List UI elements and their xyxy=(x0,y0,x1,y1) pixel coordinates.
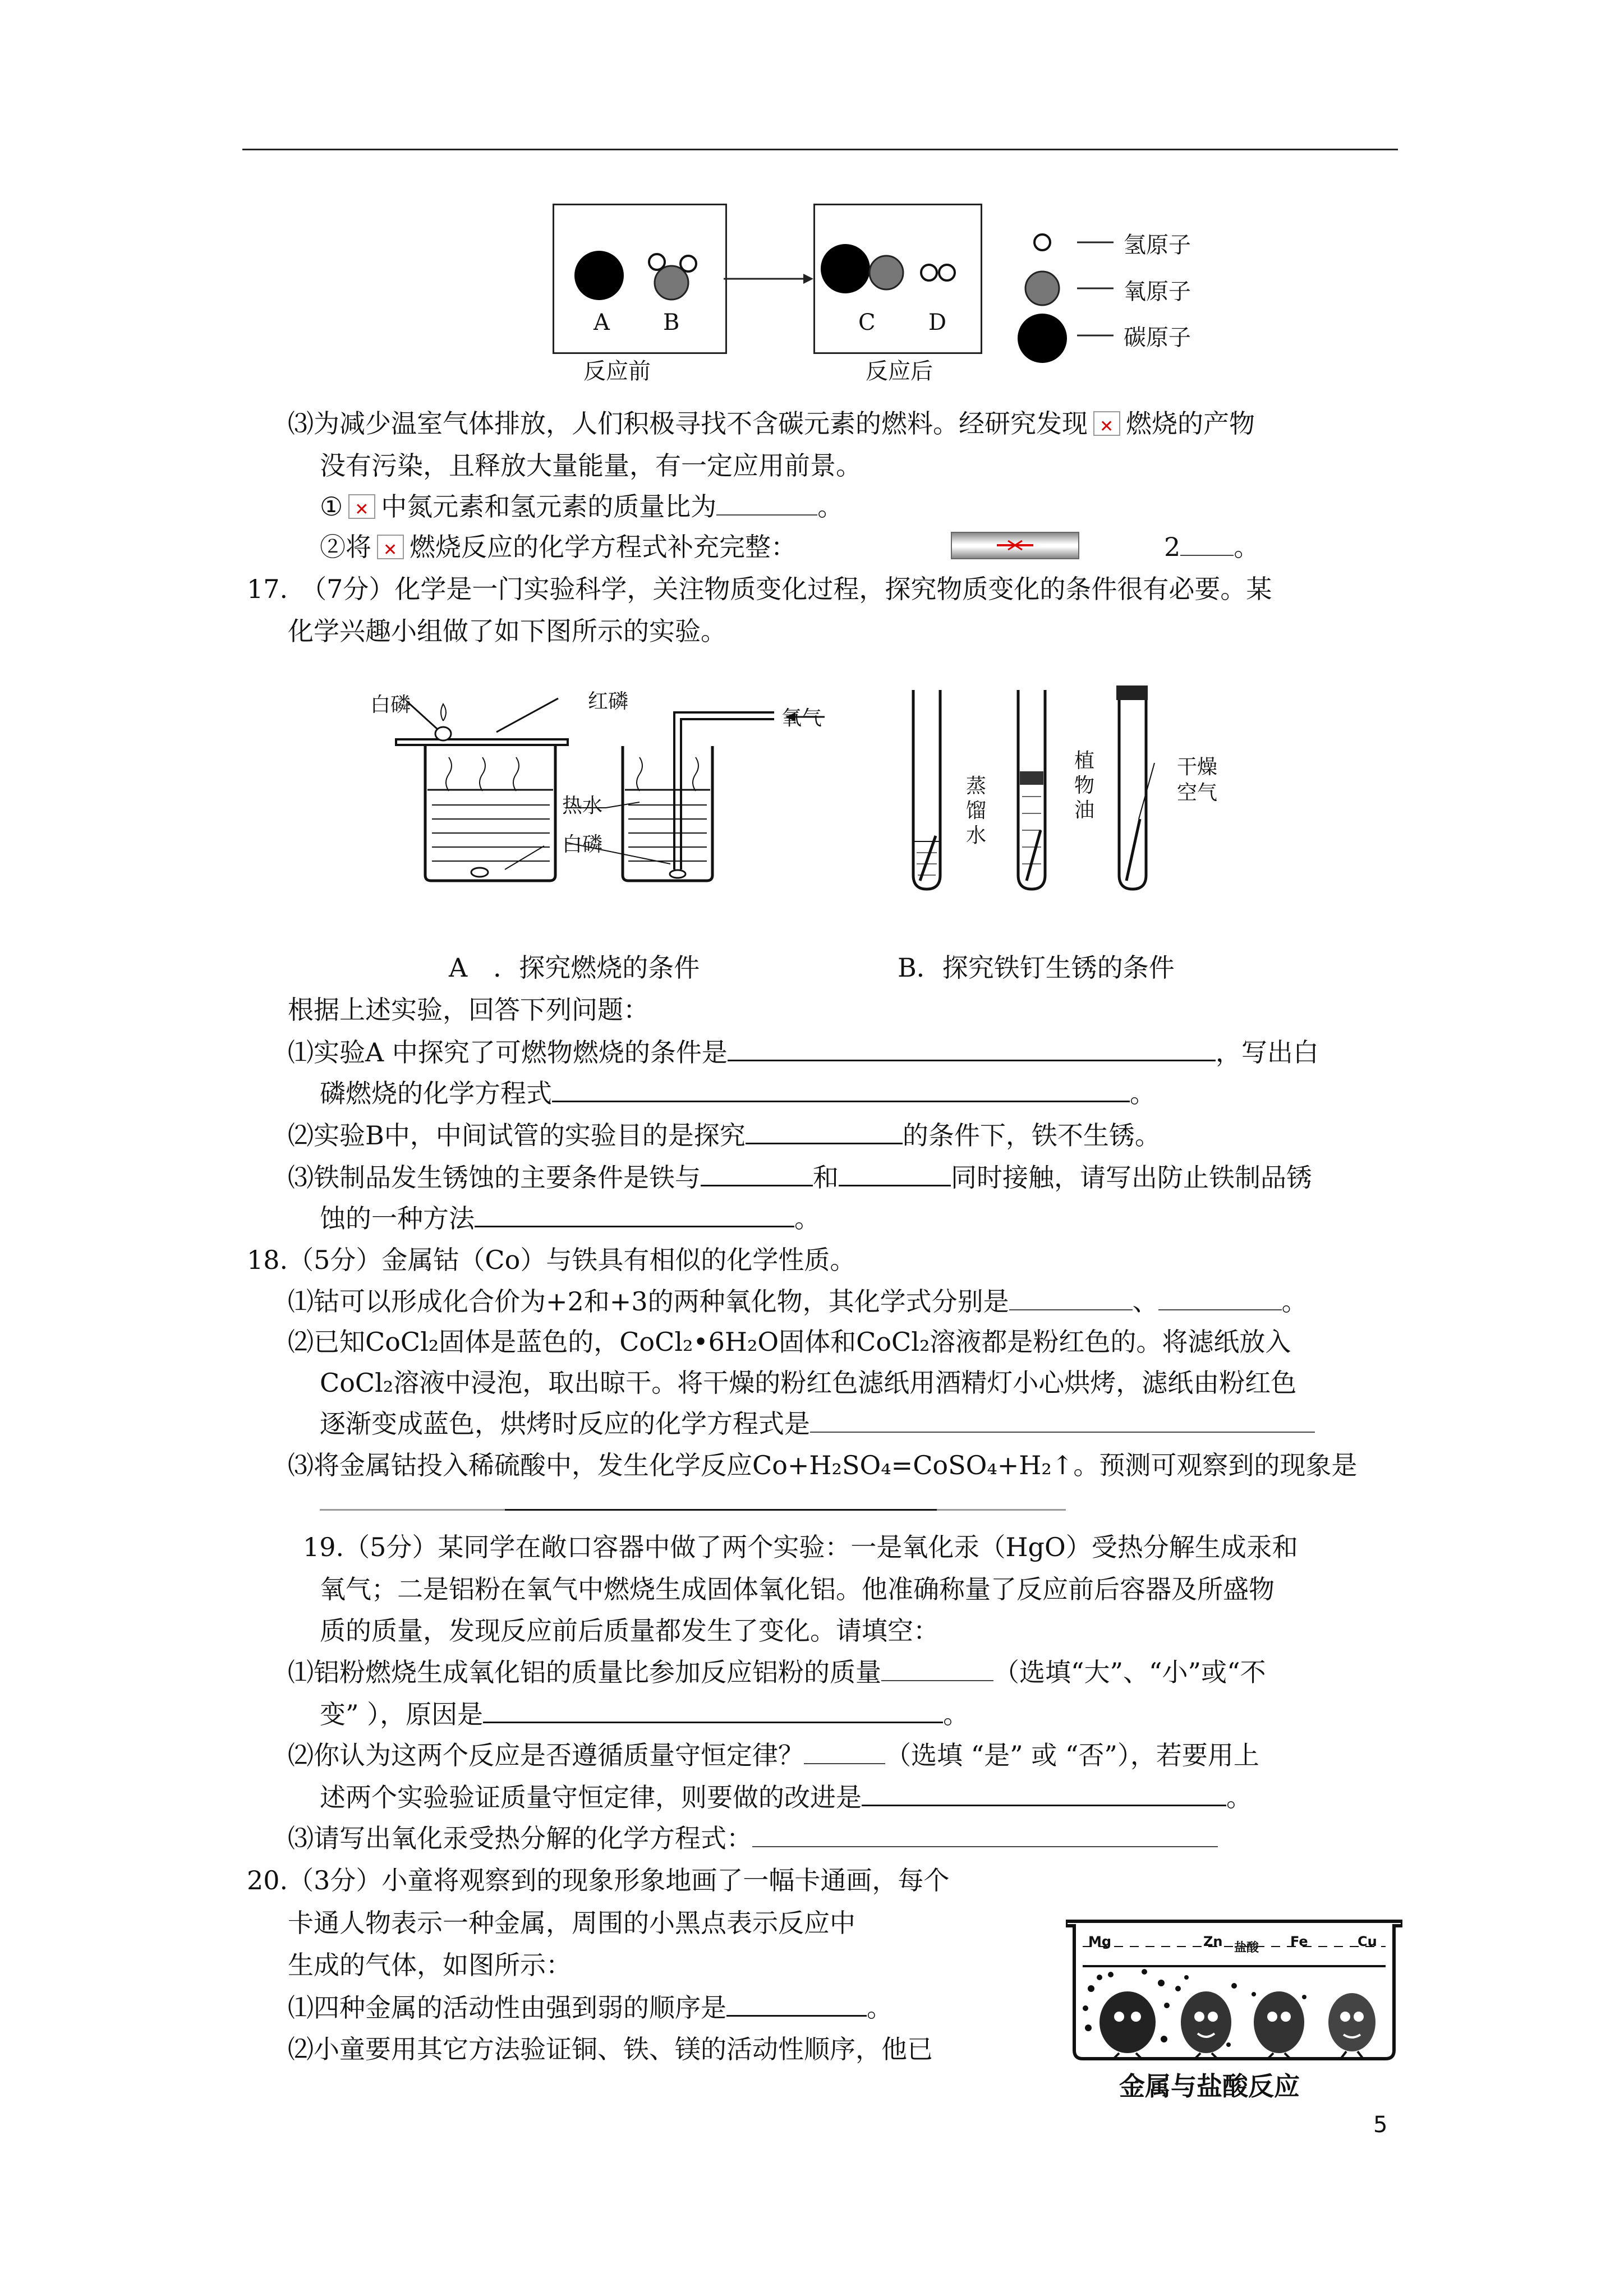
legend-hydrogen xyxy=(1034,234,1050,250)
broken-image-icon xyxy=(1093,411,1120,436)
arrow-head xyxy=(803,274,813,284)
q17-p3: ⑶铁制品发生锈蚀的主要条件是铁与 和 同时接触，请写出防止铁制品锈 xyxy=(288,1160,1312,1194)
fig-b-label-distilled-water: 蒸馏水 xyxy=(966,775,987,847)
q17-line1: 17. （7分）化学是一门实验科学，关注物质变化过程，探究物质变化的条件很有必要。某 xyxy=(247,574,1272,604)
hydrogen-atom xyxy=(680,256,696,272)
legend-hydrogen-label: 氢原子 xyxy=(1124,232,1191,258)
q17-p2: ⑵实验B中，中间试管的实验目的是探究 的条件下，铁不生锈。 xyxy=(288,1118,1161,1152)
q16-3-sub1: ①✕ 中氮元素和氢元素的质量比为 。 xyxy=(320,490,843,523)
figure-b-rusting xyxy=(892,679,1184,903)
q19-p1-cont: 变” ），原因是 。 xyxy=(320,1697,969,1731)
label-b: B xyxy=(663,310,680,335)
equation-image-mark xyxy=(952,533,1078,558)
before-caption: 反应前 xyxy=(583,358,651,384)
fig-b-caption: B．探究铁钉生锈的条件 xyxy=(898,953,1175,983)
cartoon-cu: Cu xyxy=(1358,1934,1377,1949)
hydrogen-atom xyxy=(649,254,665,270)
q16-3-sub2-end: 2 。 xyxy=(1164,530,1259,564)
answer-blank[interactable] xyxy=(726,1990,867,2017)
legend-carbon-label: 碳原子 xyxy=(1124,325,1191,351)
q18-p3-blank[interactable] xyxy=(320,1509,1066,1511)
answer-blank[interactable] xyxy=(716,490,817,516)
q19-line2: 氧气；二是铝粉在氧气中燃烧生成固体氧化铝。他准确称量了反应前后容器及所盛物 xyxy=(320,1574,1275,1604)
q20-line1: 20.（3分）小童将观察到的现象形象地画了一幅卡通画，每个 xyxy=(247,1865,950,1895)
answer-blank[interactable] xyxy=(862,1780,1226,1806)
hydrogen-atom xyxy=(939,265,955,280)
q19-line1: 19.（5分）某同学在敞口容器中做了两个实验：一是氧化汞（HgO）受热分解生成汞和 xyxy=(303,1532,1298,1562)
q16-3-sub2: ②将✕ 燃烧反应的化学方程式补充完整： xyxy=(320,530,797,564)
q18-p2-cont2: 逐渐变成蓝色，烘烤时反应的化学方程式是 xyxy=(320,1407,1315,1441)
legend-oxygen xyxy=(1025,272,1059,305)
reaction-diagram-svg xyxy=(0,0,1624,393)
after-caption: 反应后 xyxy=(866,358,933,384)
q17-line2: 化学兴趣小组做了如下图所示的实验。 xyxy=(288,616,726,646)
fig-a-label-hot-water: 热水 xyxy=(562,794,603,817)
equation-image xyxy=(951,532,1079,559)
q18-p2: ⑵已知CoCl₂固体是蓝色的，CoCl₂•6H₂O固体和CoCl₂溶液都是粉红色的。将滤纸放入 xyxy=(288,1327,1291,1357)
q17-intro: 根据上述实验，回答下列问题： xyxy=(288,995,649,1025)
cartoon-fe: Fe xyxy=(1290,1934,1308,1949)
q19-p2: ⑵你认为这两个反应是否遵循质量守恒定律？ （选填 “是” 或 “否”），若要用上 xyxy=(288,1738,1259,1772)
carbon-atom xyxy=(574,251,624,300)
q16-3-line1: ⑶为减少温室气体排放，人们积极寻找不含碳元素的燃料。经研究发现✕ 燃烧的产物 xyxy=(288,407,1255,440)
answer-blank[interactable] xyxy=(701,1160,813,1186)
q20-line3: 生成的气体，如图所示： xyxy=(288,1950,572,1980)
fig-a-label-white-p: 白磷 xyxy=(370,693,411,716)
fig-b-label-plant-oil: 植物油 xyxy=(1074,749,1095,822)
q17-p1: ⑴实验A 中探究了可燃物燃烧的条件是 ，写出白 xyxy=(288,1035,1319,1069)
cartoon-caption: 金属与盐酸反应 xyxy=(1119,2071,1300,2101)
label-d: D xyxy=(928,310,947,335)
answer-blank[interactable] xyxy=(746,1118,903,1144)
answer-blank[interactable] xyxy=(804,1738,885,1764)
answer-blank[interactable] xyxy=(1180,530,1234,556)
q18-p1: ⑴钴可以形成化合价为+2和+3的两种氧化物，其化学式分别是 、 。 xyxy=(288,1285,1308,1318)
fig-a-label-oxygen: 氧气 xyxy=(781,707,822,730)
q18-p2-cont1: CoCl₂溶液中浸泡，取出晾干。将干燥的粉红色滤纸用酒精灯小心烘烤，滤纸由粉红色 xyxy=(320,1368,1297,1398)
q19-p3: ⑶请写出氧化汞受热分解的化学方程式： xyxy=(288,1821,1218,1855)
fig-b-label-dry-air: 干燥空气 xyxy=(1177,756,1218,804)
answer-blank[interactable] xyxy=(810,1407,1315,1433)
q19-line3: 质的质量，发现反应前后质量都发生了变化。请填空： xyxy=(320,1616,939,1646)
q20-line2: 卡通人物表示一种金属，周围的小黑点表示反应中 xyxy=(288,1908,855,1938)
q18-p3: ⑶将金属钴投入稀硫酸中，发生化学反应Co+H₂SO₄=CoSO₄+H₂↑。预测可观察到的现象是 xyxy=(288,1450,1358,1480)
q17-p3-cont: 蚀的一种方法 。 xyxy=(320,1201,820,1235)
answer-blank[interactable] xyxy=(839,1160,951,1186)
answer-blank[interactable] xyxy=(475,1201,794,1227)
answer-blank[interactable] xyxy=(881,1655,993,1681)
answer-blank[interactable] xyxy=(1009,1285,1133,1310)
oxygen-atom xyxy=(869,256,903,289)
q20-p2: ⑵小童要用其它方法验证铜、铁、镁的活动性顺序，他已 xyxy=(288,2034,933,2064)
q19-p2-cont: 述两个实验验证质量守恒定律，则要做的改进是 。 xyxy=(320,1780,1252,1814)
broken-image-icon xyxy=(377,535,404,559)
q17-p1-cont: 磷燃烧的化学方程式 。 xyxy=(320,1076,1156,1110)
fig-a-caption: A ．探究燃烧的条件 xyxy=(449,953,700,983)
legend-oxygen-label: 氧原子 xyxy=(1124,279,1191,305)
answer-blank[interactable] xyxy=(483,1697,943,1723)
label-c: C xyxy=(858,310,876,335)
fig-a-label-white-p-2: 白磷 xyxy=(562,833,603,856)
answer-blank[interactable] xyxy=(728,1035,1216,1061)
answer-blank[interactable] xyxy=(552,1076,1130,1102)
q18-line1: 18.（5分）金属钴（Co）与铁具有相似的化学性质。 xyxy=(247,1245,856,1275)
cartoon-zn: Zn xyxy=(1203,1934,1223,1949)
q20-p1: ⑴四种金属的活动性由强到弱的顺序是 。 xyxy=(288,1990,892,2024)
label-a: A xyxy=(594,310,610,335)
hydrogen-atom xyxy=(921,265,937,280)
q16-3-line2: 没有污染，且释放大量能量，有一定应用前景。 xyxy=(320,450,862,481)
legend-carbon xyxy=(1018,314,1067,363)
carbon-atom xyxy=(821,244,870,293)
cartoon-figure xyxy=(1066,1916,1402,2101)
answer-blank[interactable] xyxy=(1158,1285,1282,1310)
broken-image-icon xyxy=(348,494,375,519)
fig-a-label-red-p: 红磷 xyxy=(588,690,629,713)
q19-p1: ⑴铝粉燃烧生成氧化铝的质量比参加反应铝粉的质量 （选填“大”、“小”或“不 xyxy=(288,1655,1266,1689)
answer-blank[interactable] xyxy=(752,1821,1218,1847)
page-number: 5 xyxy=(1373,2112,1388,2138)
cartoon-mg: Mg xyxy=(1088,1934,1112,1949)
cartoon-hcl: 盐酸 xyxy=(1234,1941,1259,1955)
